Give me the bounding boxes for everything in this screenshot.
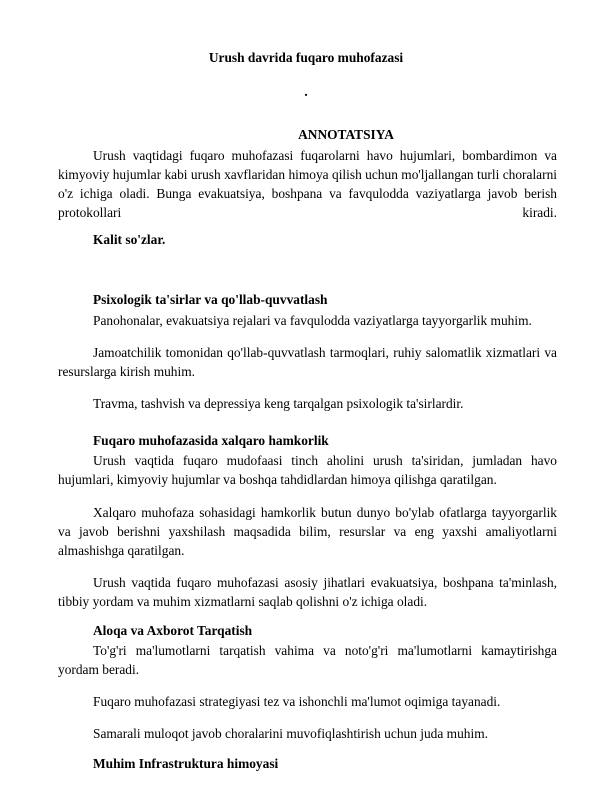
section-paragraph: Samarali muloqot javob choralarini muvofiqlashtirish uchun juda muhim. bbox=[93, 726, 488, 741]
section-paragraph: Xalqaro muhofaza sohasidagi hamkorlik butun dunyo bo'ylab ofatlarga tayyorgarlik va javob berishni yaxshilash maqsadida bilim, resurslar va eng yaxshi amaliyotlarni almashishga qaratilgan. bbox=[58, 505, 557, 558]
section-heading-communication: Aloqa va Axborot Tarqatish bbox=[93, 623, 253, 638]
keywords-label: Kalit so'zlar. bbox=[93, 232, 166, 247]
section-paragraph: Jamoatchilik tomonidan qo'llab-quvvatlash tarmoqlari, ruhiy salomatlik xizmatlari va resurslarga kirish muhim. bbox=[58, 345, 557, 379]
section-paragraph: Fuqaro muhofazasi strategiyasi tez va ishonchli ma'lumot oqimiga tayanadi. bbox=[93, 694, 501, 709]
section-heading-psychological: Psixologik ta'sirlar va qo'llab-quvvatlash bbox=[93, 292, 328, 307]
document-title: Urush davrida fuqaro muhofazasi bbox=[208, 50, 404, 65]
title-separator: . bbox=[304, 85, 308, 100]
section-paragraph: Urush vaqtida fuqaro muhofazasi asosiy jihatlari evakuatsiya, boshpana ta'minlash, tibbiy yordam va muhim xizmatlarni saqlab qolishni o'z ichiga oladi. bbox=[58, 575, 557, 609]
section-heading-international: Fuqaro muhofazasida xalqaro hamkorlik bbox=[93, 433, 329, 448]
section-paragraph: Urush vaqtida fuqaro mudofaasi tinch aholini urush ta'siridan, jumladan havo hujumlari, kimyoviy hujumlar va boshqa tahdidlardan himoya qilishga qaratilgan. bbox=[58, 453, 557, 487]
section-paragraph: Travma, tashvish va depressiya keng tarqalgan psixologik ta'sirlardir. bbox=[93, 396, 464, 411]
section-heading-infrastructure: Muhim Infrastruktura himoyasi bbox=[93, 756, 279, 771]
section-paragraph: To'g'ri ma'lumotlarni tarqatish vahima va noto'g'ri ma'lumotlarni kamaytirishga yordam beradi. bbox=[58, 643, 557, 677]
annotation-heading: ANNOTATSIYA bbox=[298, 127, 394, 142]
section-paragraph: Panohonalar, evakuatsiya rejalari va favqulodda vaziyatlarga tayyorgarlik muhim. bbox=[93, 313, 532, 328]
annotation-paragraph: Urush vaqtidagi fuqaro muhofazasi fuqarolarni havo hujumlari, bombardimon va kimyoviy hujumlar kabi urush xavflaridan himoya qilish uchun mo'ljallangan turli choralarni o'z ichiga oladi. Bunga evakuatsiya, boshpana va favqulodda vaziyatlarga javob berish protokollari kiradi. bbox=[58, 148, 557, 220]
